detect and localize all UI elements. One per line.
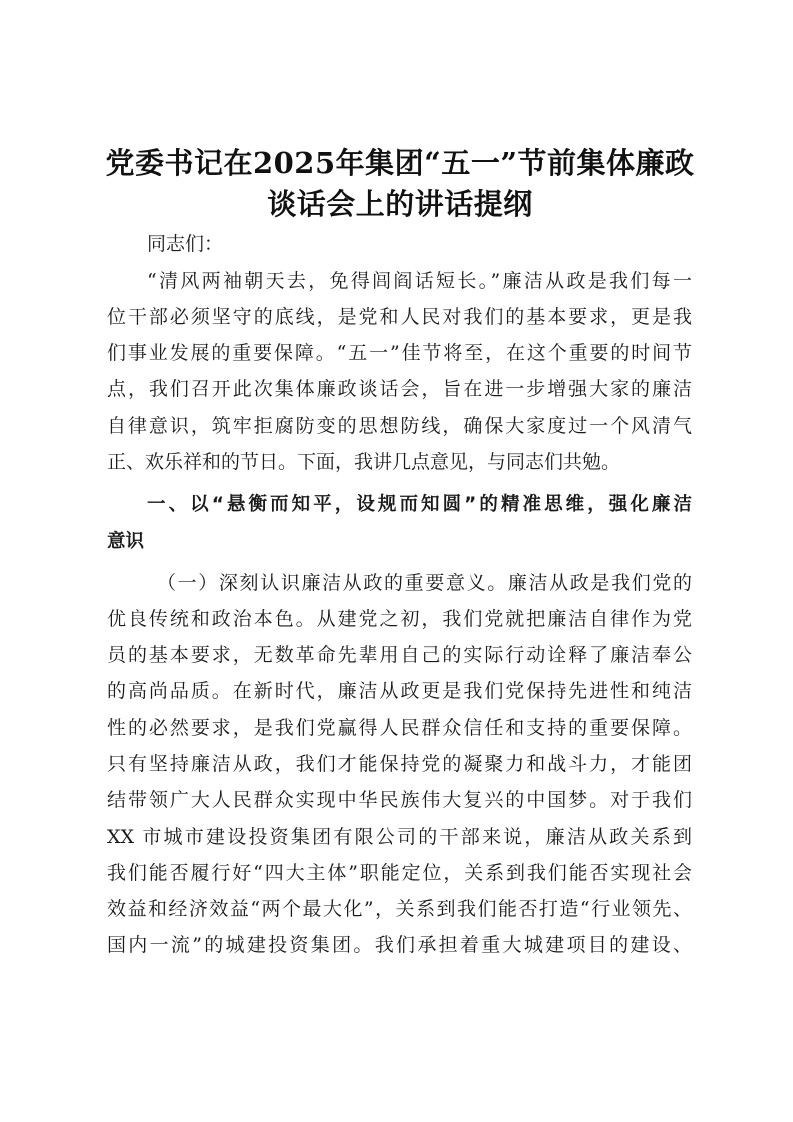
subsection-line: 性的必然要求，是我们党赢得人民群众信任和支持的重要保障。 — [107, 717, 692, 739]
subsection-line: 我们能否履行好“四大主体”职能定位，关系到我们能否实现社会 — [107, 862, 692, 884]
intro-line: 位干部必须坚守的底线，是党和人民对我们的基本要求，更是我 — [107, 306, 692, 328]
section-heading-line: 意识 — [107, 531, 145, 552]
intro-line: 自律意识，筑牢拒腐防变的思想防线，确保大家度过一个风清气 — [107, 415, 692, 437]
subsection-line: 国内一流”的城建投资集团。我们承担着重大城建项目的建设、 — [107, 934, 692, 956]
intro-line: “清风两袖朝天去，免得闾阎话短长。”廉洁从政是我们每一 — [147, 270, 692, 292]
document-title-line-1: 党委书记在2025年集团“五一”节前集体廉政 — [105, 146, 695, 180]
subsection-line: 的高尚品质。在新时代，廉洁从政更是我们党保持先进性和纯洁 — [107, 680, 692, 702]
subsection-line: 只有坚持廉洁从政，我们才能保持党的凝聚力和战斗力，才能团 — [107, 753, 692, 775]
subsection-line: 员的基本要求，无数革命先辈用自己的实际行动诠释了廉洁奉公 — [107, 644, 692, 666]
document-title-line-2: 谈话会上的讲话提纲 — [267, 187, 533, 221]
subsection-line: XX 市城市建设投资集团有限公司的干部来说，廉洁从政关系到 — [107, 826, 692, 848]
intro-line: 点，我们召开此次集体廉政谈话会，旨在进一步增强大家的廉洁 — [107, 378, 692, 400]
subsection-line: 优良传统和政治本色。从建党之初，我们党就把廉洁自律作为党 — [107, 608, 692, 630]
subsection-line: 结带领广大人民群众实现中华民族伟大复兴的中国梦。对于我们 — [107, 789, 692, 811]
subsection-line: （一）深刻认识廉洁从政的重要意义。廉洁从政是我们党的 — [157, 572, 692, 594]
salutation: 同志们： — [147, 233, 224, 255]
intro-line: 正、欢乐祥和的节日。下面，我讲几点意见，与同志们共勉。 — [107, 451, 621, 473]
section-heading-line: 一、以“悬衡而知平，设规而知圆”的精准思维，强化廉洁 — [147, 494, 692, 515]
intro-line: 们事业发展的重要保障。“五一”佳节将至，在这个重要的时间节 — [107, 342, 692, 364]
subsection-line: 效益和经济效益“两个最大化”，关系到我们能否打造“行业领先、 — [107, 898, 692, 920]
